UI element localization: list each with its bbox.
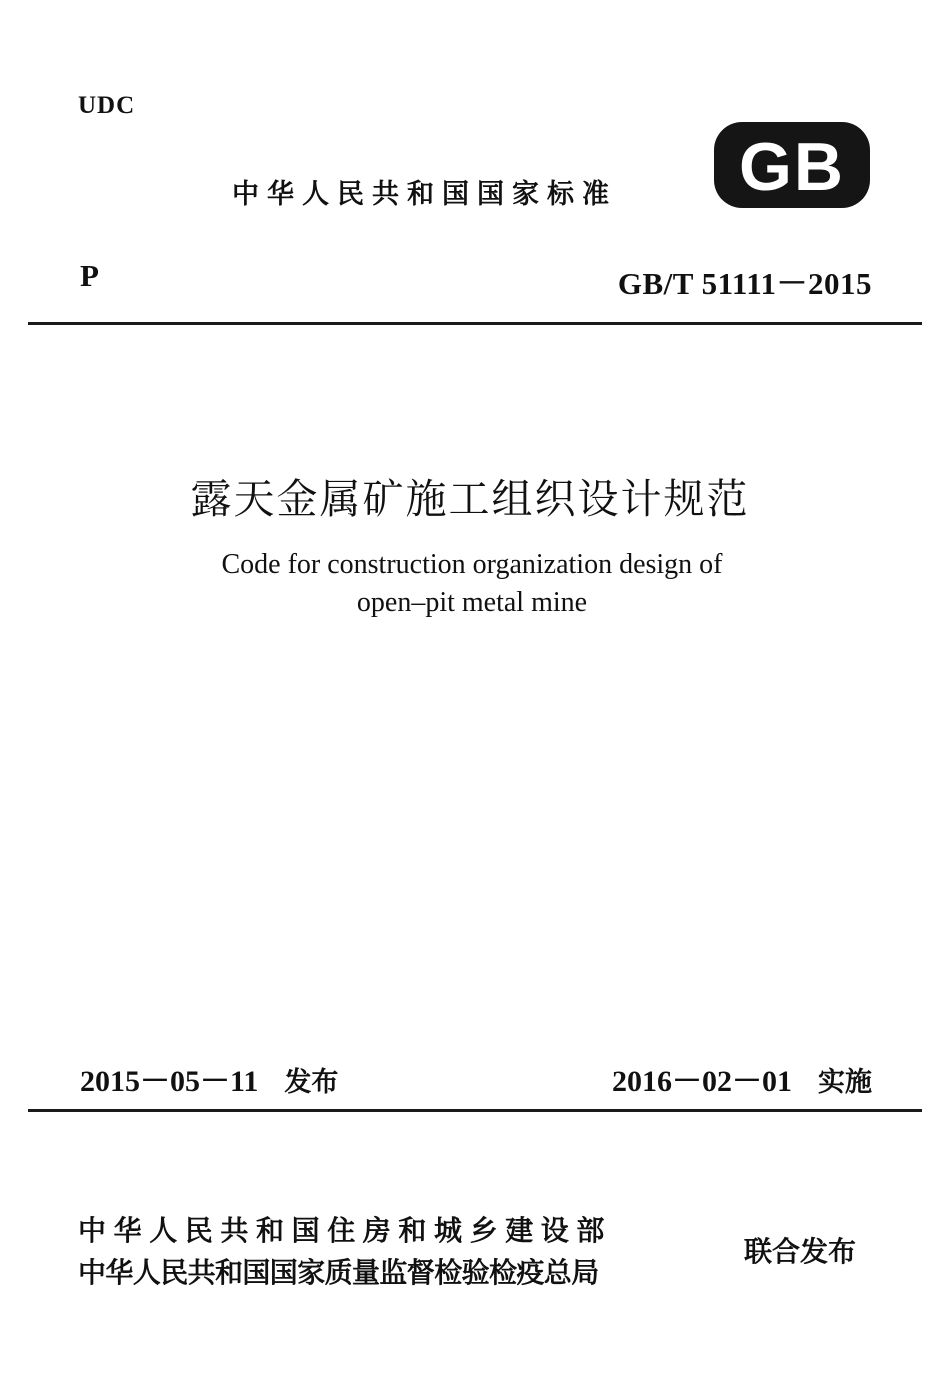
category-code: P: [80, 258, 99, 293]
title-chinese: 露天金属矿施工组织设计规范: [190, 475, 750, 523]
issuer-ministry: 中华人民共和国住房和城乡建设部: [78, 1214, 613, 1247]
national-standard-heading: 中华人民共和国国家标准: [232, 179, 617, 210]
implement-date-row: [612, 1056, 872, 1100]
gb-logo: [712, 120, 872, 210]
udc-label: UDC: [78, 92, 136, 119]
gb-logo-text: GB: [739, 129, 845, 205]
implement-date: 2016－02－01: [612, 1065, 792, 1098]
implement-label: 实施: [818, 1067, 872, 1098]
title-english: [0, 546, 944, 622]
joint-issue-label: 联合发布: [744, 1235, 857, 1268]
top-divider: [28, 322, 922, 325]
title-english-line-2: open–pit metal mine: [356, 587, 588, 618]
issue-label: 发布: [284, 1067, 339, 1098]
title-english-line-1: Code for construction organization design of: [221, 549, 723, 580]
issuer-block: [78, 1210, 612, 1294]
issue-date-row: [80, 1056, 338, 1100]
bottom-divider: [28, 1109, 922, 1112]
issue-date: 2015－05－11: [80, 1065, 259, 1098]
standard-number: GB/T 51111－2015: [617, 266, 872, 301]
issuer-aqsiq: 中华人民共和国国家质量监督检验检疫总局: [78, 1256, 599, 1289]
